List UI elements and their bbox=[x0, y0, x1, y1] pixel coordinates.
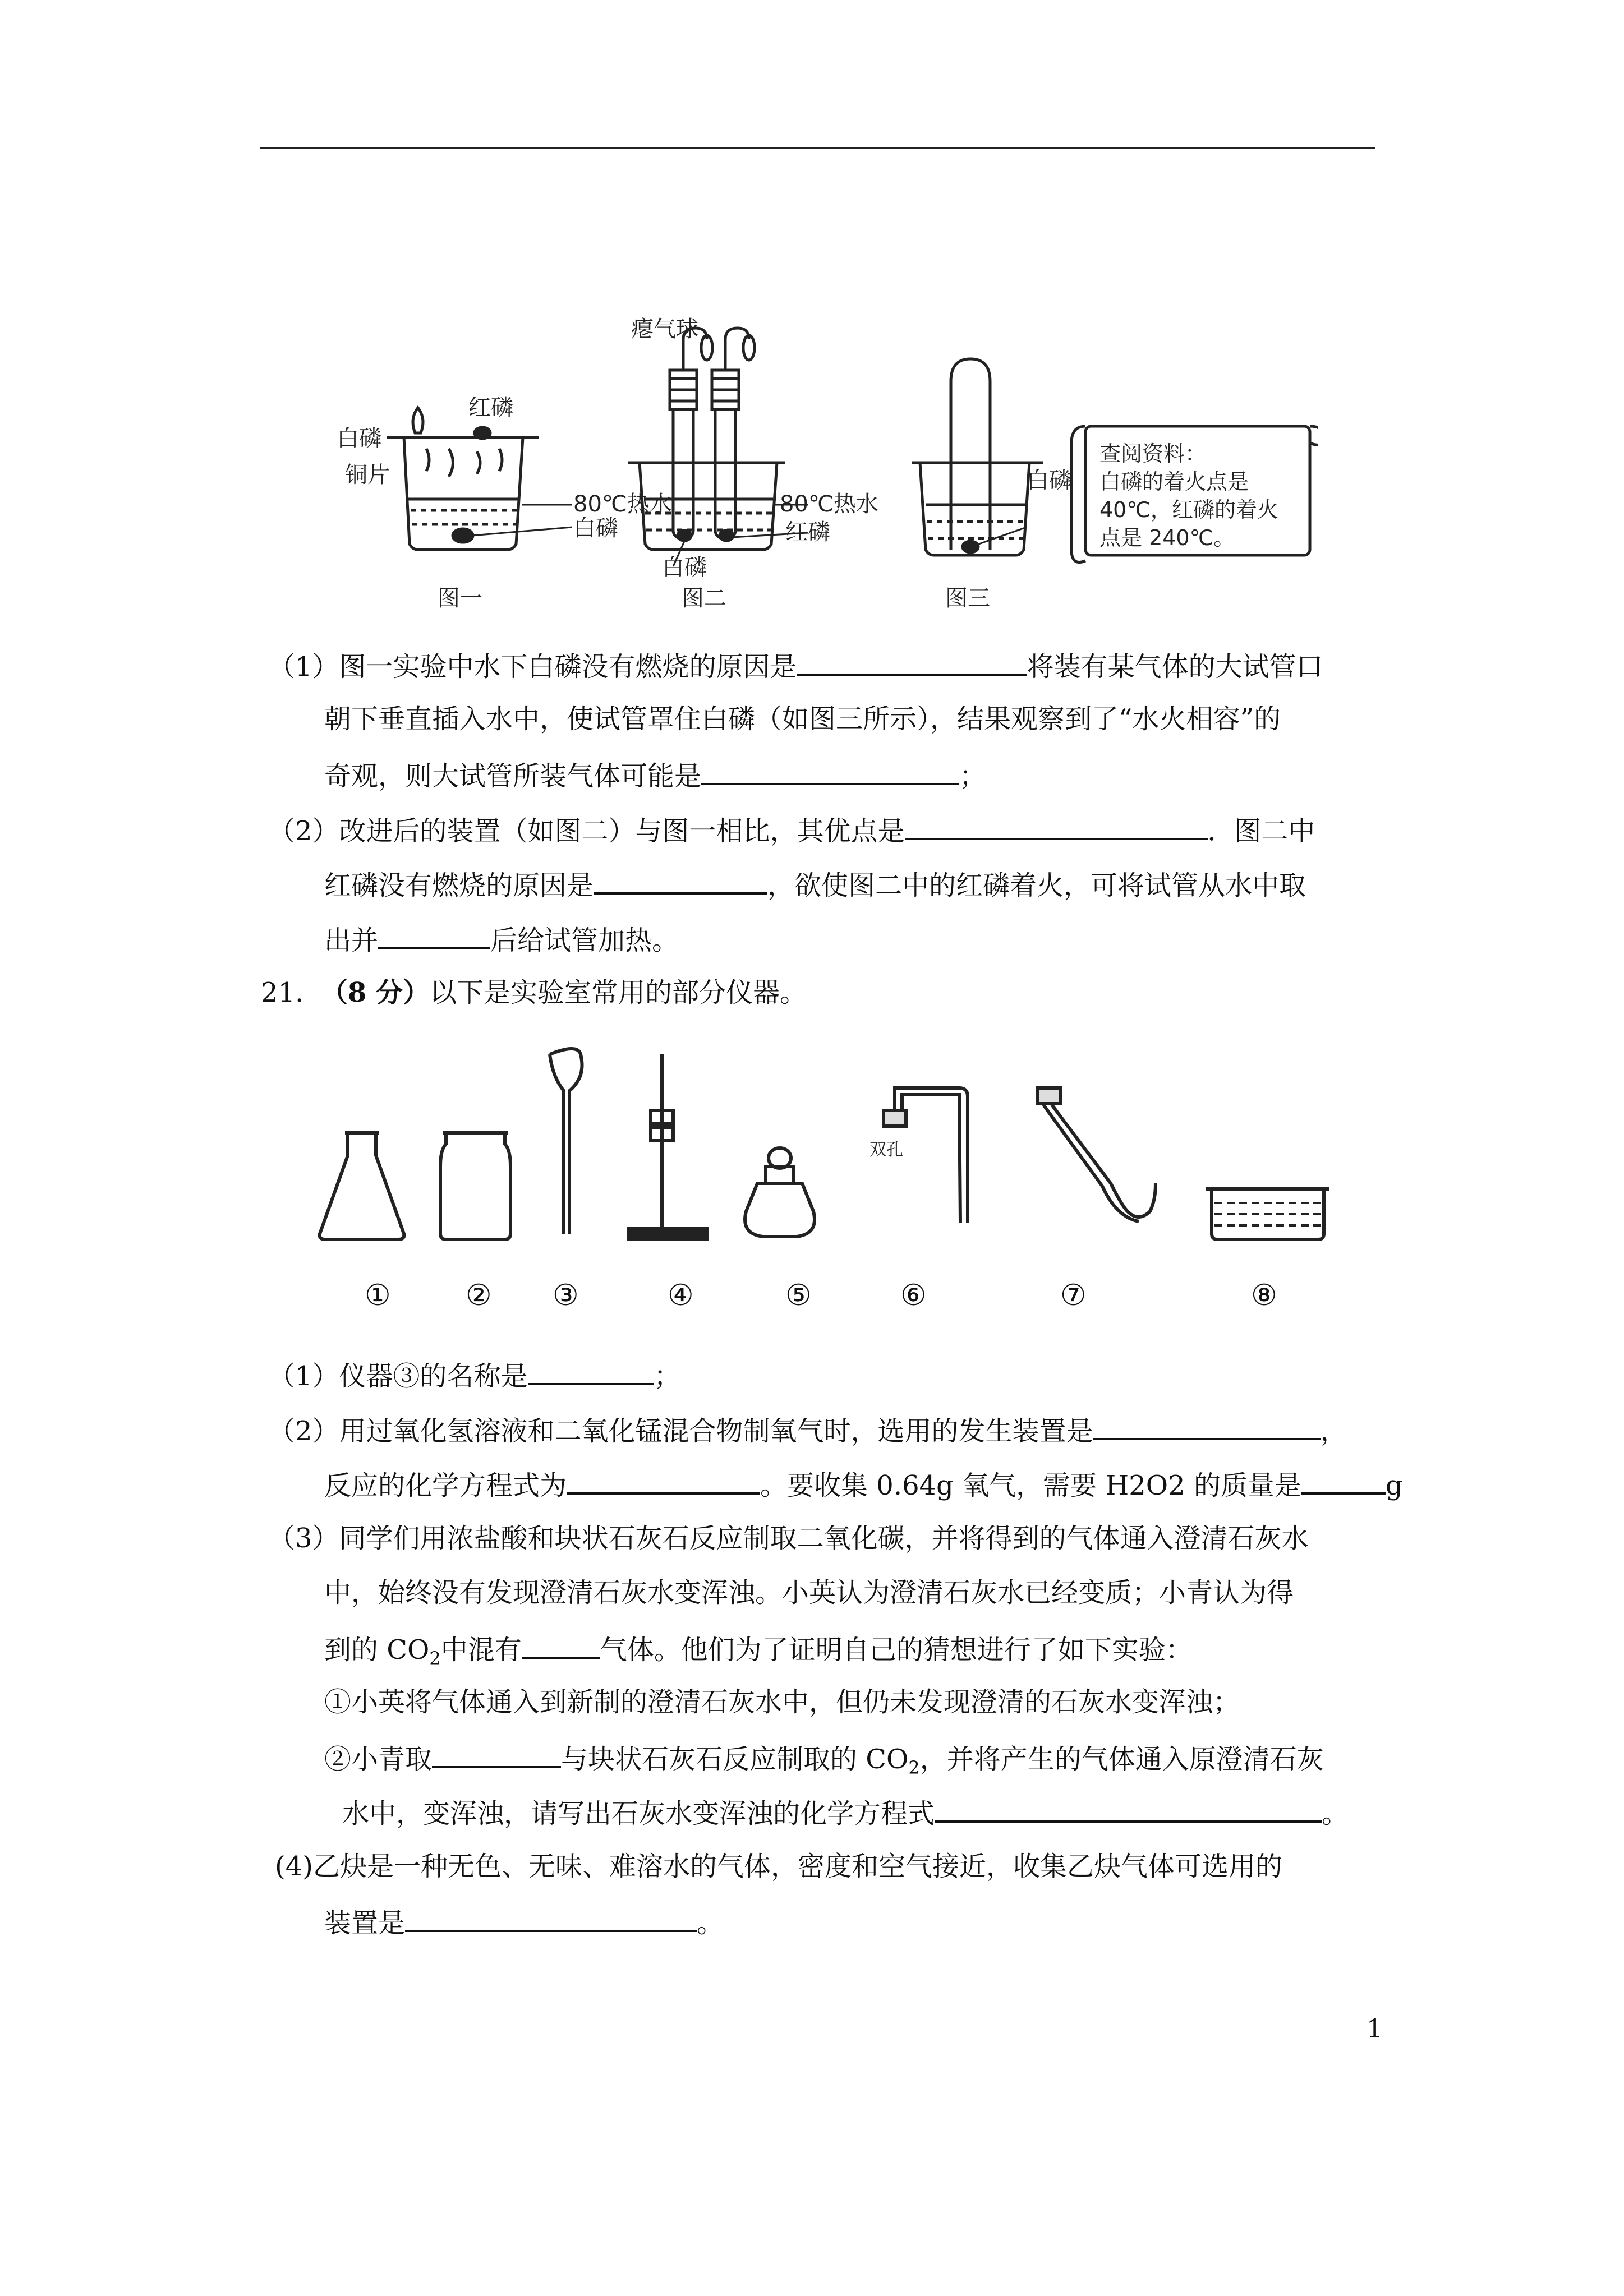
label-white-p-3: 白磷 bbox=[1027, 468, 1071, 494]
q20-p2-line1: （2）改进后的装置（如图二）与图一相比，其优点是 ．图二中 bbox=[268, 812, 1315, 848]
instrument-number-5: ⑤ bbox=[785, 1279, 812, 1312]
q21-s3-line4: ①小英将气体通入到新制的澄清石灰水中，但仍未发现澄清的石灰水变浑浊； bbox=[324, 1686, 1240, 1718]
q20-p2-line3: 出并 后给试管加热。 bbox=[324, 921, 679, 957]
label-copper: 铜片 bbox=[345, 462, 390, 488]
conical-flask-icon bbox=[320, 1133, 404, 1239]
q21-s1: （1）仪器③的名称是 ； bbox=[268, 1357, 681, 1393]
label-double-hole: 双孔 bbox=[869, 1140, 903, 1160]
label-red-p-top: 红磷 bbox=[468, 395, 513, 421]
q21-s3-line1: （3）同学们用浓盐酸和块状石灰石反应制取二氧化碳，并将得到的气体通入澄清石灰水 bbox=[268, 1523, 1309, 1554]
answer-blank[interactable] bbox=[797, 648, 1027, 676]
combustion-figure bbox=[314, 314, 1318, 617]
iron-stand-icon bbox=[628, 1054, 707, 1239]
figure1-apparatus bbox=[387, 408, 572, 550]
label-white-p-2: 白磷 bbox=[662, 555, 707, 580]
bent-tube-icon bbox=[1038, 1088, 1156, 1221]
q21-s3-line2: 中，始终没有发现澄清石灰水变浑浊。小英认为澄清石灰水已经变质；小青认为得 bbox=[324, 1577, 1294, 1608]
q21-s4-line1: (4)乙炔是一种无色、无味、难溶水的气体，密度和空气接近，收集乙炔气体可选用的 bbox=[275, 1851, 1282, 1882]
q20-p1-line1: （1）图一实验中水下白磷没有燃烧的原因是 将装有某气体的大试管口 bbox=[268, 648, 1323, 684]
answer-blank[interactable] bbox=[935, 1795, 1322, 1823]
answer-blank[interactable] bbox=[378, 921, 490, 949]
instrument-number-7: ⑦ bbox=[1060, 1279, 1087, 1312]
q21-s3-line3: 到的 $CO_2$中混有 气体。他们为了证明自己的猜想进行了如下实验： bbox=[324, 1631, 1193, 1675]
figure2-apparatus bbox=[628, 328, 808, 566]
answer-blank[interactable] bbox=[528, 1357, 654, 1385]
instrument-number-1: ① bbox=[365, 1279, 391, 1312]
page-number: 1 bbox=[1367, 2013, 1383, 2044]
header-rule bbox=[260, 147, 1375, 149]
caption-figure3: 图三 bbox=[945, 585, 990, 611]
answer-blank[interactable] bbox=[522, 1631, 600, 1659]
q21-s4-line2: 装置是 。 bbox=[324, 1904, 724, 1940]
instruments-figure bbox=[314, 1043, 1335, 1256]
label-white-p-left: 白磷 bbox=[337, 426, 381, 451]
answer-blank[interactable] bbox=[1093, 1412, 1321, 1440]
answer-blank[interactable] bbox=[405, 1904, 697, 1932]
answer-blank[interactable] bbox=[1301, 1467, 1386, 1495]
instrument-number-8: ⑧ bbox=[1251, 1279, 1277, 1312]
q21-s3-line6: 水中，变浑浊，请写出石灰水变浑浊的化学方程式 。 bbox=[342, 1795, 1349, 1831]
q21-s3-line5: ②小青取 与块状石灰石反应制取的 $CO_2$，并将产生的气体通入原澄清石灰 bbox=[324, 1740, 1324, 1785]
water-trough-icon bbox=[1206, 1189, 1329, 1239]
label-hot-water-1: 80℃热水 bbox=[573, 491, 672, 517]
figure3-apparatus bbox=[912, 359, 1043, 555]
alcohol-lamp-icon bbox=[745, 1148, 815, 1237]
q20-p2-line2: 红磷没有燃烧的原因是 ，欲使图二中的红磷着火，可将试管从水中取 bbox=[324, 866, 1306, 902]
label-white-p-under-1: 白磷 bbox=[573, 515, 618, 541]
answer-blank[interactable] bbox=[594, 866, 767, 895]
answer-blank[interactable] bbox=[567, 1467, 760, 1495]
gas-jar-icon bbox=[440, 1133, 510, 1239]
q21-s2-line1: （2）用过氧化氢溶液和二氧化锰混合物制氧气时，选用的发生装置是 ， bbox=[268, 1412, 1347, 1448]
note-line-1: 白磷的着火点是 bbox=[1099, 469, 1249, 494]
instrument-number-3: ③ bbox=[553, 1279, 579, 1312]
caption-figure1: 图一 bbox=[438, 585, 482, 611]
answer-blank[interactable] bbox=[905, 812, 1208, 840]
answer-blank[interactable] bbox=[432, 1740, 561, 1768]
q21-s2-line2: 反应的化学方程式为 。要收集 0.64g 氧气，需要 H2O2 的质量是 g bbox=[324, 1467, 1403, 1502]
label-hot-water-2: 80℃热水 bbox=[780, 491, 878, 517]
instrument-number-4: ④ bbox=[668, 1279, 694, 1312]
q21-heading: 21. （8 分）以下是实验室常用的部分仪器。 bbox=[261, 977, 807, 1008]
caption-figure2: 图二 bbox=[682, 585, 726, 611]
answer-blank[interactable] bbox=[701, 757, 959, 785]
label-balloon: 瘪气球 bbox=[631, 316, 698, 342]
instrument-number-2: ② bbox=[466, 1279, 492, 1312]
note-line-3: 点是 240℃。 bbox=[1099, 525, 1235, 550]
long-neck-funnel-icon bbox=[550, 1049, 582, 1234]
label-red-p-2: 红磷 bbox=[785, 519, 830, 545]
note-line-2: 40℃，红磷的着火 bbox=[1099, 497, 1279, 522]
q20-p1-line3: 奇观，则大试管所装气体可能是 ； bbox=[324, 757, 986, 793]
q20-p1-line2: 朝下垂直插入水中，使试管罩住白磷（如图三所示），结果观察到了“水火相容”的 bbox=[324, 703, 1281, 735]
instrument-number-6: ⑥ bbox=[900, 1279, 927, 1312]
note-title: 查阅资料： bbox=[1099, 441, 1207, 466]
